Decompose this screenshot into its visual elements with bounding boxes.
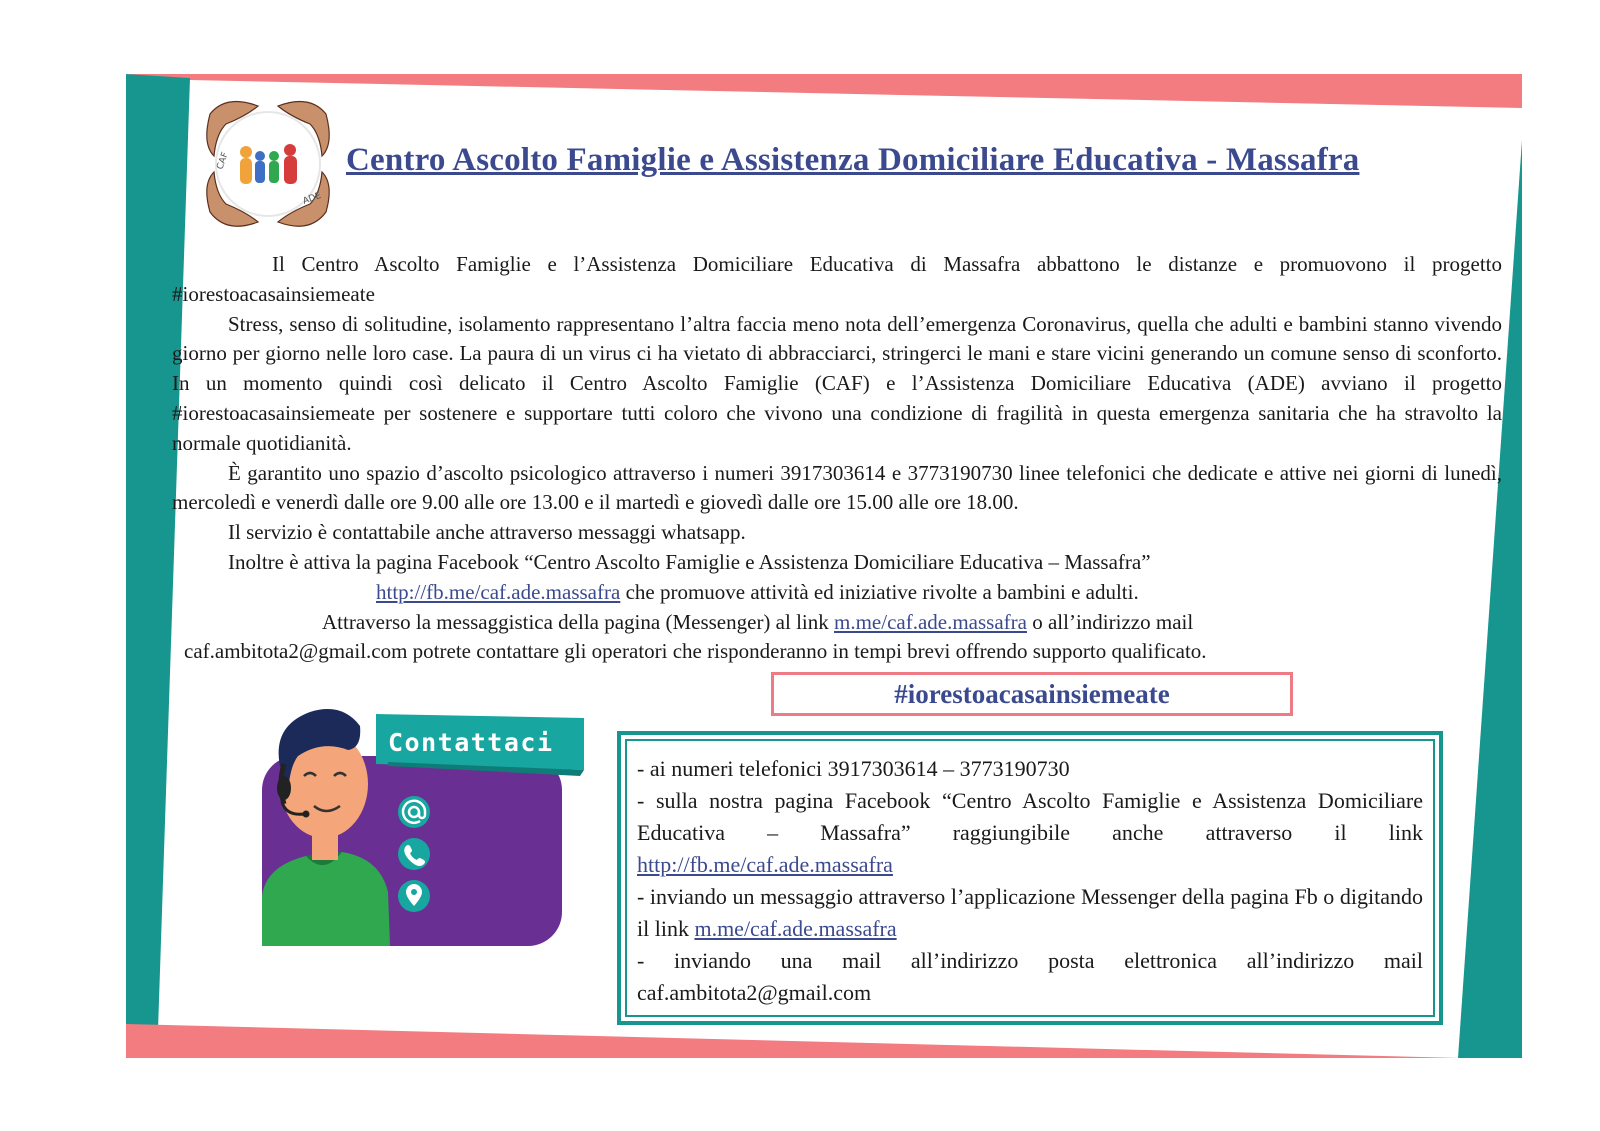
location-pin-icon <box>398 880 430 912</box>
bottom-coral-band <box>126 1024 1460 1058</box>
facebook-link[interactable]: http://fb.me/caf.ade.massafra <box>376 579 621 604</box>
messenger-link[interactable]: m.me/caf.ade.massafra <box>834 609 1027 634</box>
contact-facebook-line <box>637 785 1423 881</box>
paragraph-intro: Il Centro Ascolto Famiglie e l’Assistenza Domiciliare Educativa di Massafra abbattono le distanze e promuovono il progetto #iorestoacasainsiemeate <box>172 252 1502 306</box>
contattaci-badge <box>376 714 584 776</box>
main-text <box>172 250 1502 667</box>
paragraph-facebook-link <box>172 578 1502 608</box>
logo-text-ade: ADE <box>301 190 323 207</box>
contact-email-line: - inviando una mail all’indirizzo posta elettronica all’indirizzo mail caf.ambitota2@gmail.com <box>637 948 1423 1005</box>
messenger-text-post: o all’indirizzo mail <box>1026 609 1194 634</box>
paragraph-email: caf.ambitota2@gmail.com potrete contattare gli operatori che risponderanno in tempi brevi offrendo supporto qualificato. <box>184 639 1207 664</box>
contact-messenger-text: - inviando un messaggio attraverso l’applicazione Messenger della pagina Fb o digitando il link <box>637 884 1423 941</box>
paragraph-phone-hours: È garantito uno spazio d’ascolto psicologico attraverso i numeri 3917303614 e 3773190730 linee telefonici che dedicate e attive nei giorni di lunedì, mercoledì e venerdì dalle ore 9.00 alle ore 13.00 e il martedì e giovedì dalle ore 15.00 alle ore 18.00. <box>172 460 1502 515</box>
page-title: Centro Ascolto Famiglie e Assistenza Domiciliare Educativa - Massafra <box>346 142 1360 178</box>
contact-facebook-text: - sulla nostra pagina Facebook “Centro Ascolto Famiglie e Assistenza Domiciliare Educativa – Massafra” raggiungibile anche attraverso il link <box>637 788 1423 845</box>
contattaci-badge-label: Contattaci <box>388 728 554 757</box>
paragraph-whatsapp: Il servizio è contattabile anche attraverso messaggi whatsapp. <box>228 520 746 545</box>
contact-messenger-link[interactable]: m.me/caf.ade.massafra <box>694 916 897 941</box>
phone-icon <box>398 838 430 870</box>
paragraph-stress: Stress, senso di solitudine, isolamento rappresentano l’altra faccia meno nota dell’emergenza Coronavirus, quella che adulti e bambini stanno vivendo giorno per giorno nelle loro case. La paura di un virus ci ha vietato di abbracciarci, stringerci le mani e stare vicini generando un comune senso di sconforto. In un momento quindi così delicato il Centro Ascolto Famiglie (CAF) e l’Assistenza Domiciliare Educativa (ADE) avviano il progetto #iorestoacasainsiemeate per sostenere e supportare tutti coloro che vivono una condizione di fragilità in questa emergenza sanitaria che ha stravolto la normale quotidianità. <box>172 311 1502 455</box>
facebook-link-desc: che promuove attività ed iniziative rivolte a bambini e adulti. <box>620 579 1139 604</box>
contact-illustration <box>262 706 602 982</box>
messenger-text-pre: Attraverso la messaggistica della pagina (Messenger) al link <box>322 609 834 634</box>
paragraph-facebook: Inoltre è attiva la pagina Facebook “Centro Ascolto Famiglie e Assistenza Domiciliare Educativa – Massafra” <box>228 549 1151 574</box>
caf-ade-logo <box>196 94 340 234</box>
contact-phone-line: - ai numeri telefonici 3917303614 – 3773190730 <box>637 756 1070 781</box>
contact-info-box <box>617 731 1443 1025</box>
contact-info-inner <box>625 739 1435 1017</box>
logo-text-caf: CAF <box>215 151 231 172</box>
contact-messenger-line <box>637 881 1423 945</box>
hashtag-box: #iorestoacasainsiemeate <box>771 672 1293 716</box>
contact-facebook-link[interactable]: http://fb.me/caf.ade.massafra <box>637 852 893 877</box>
at-sign-icon <box>398 796 430 828</box>
paragraph-messenger <box>172 608 1502 638</box>
